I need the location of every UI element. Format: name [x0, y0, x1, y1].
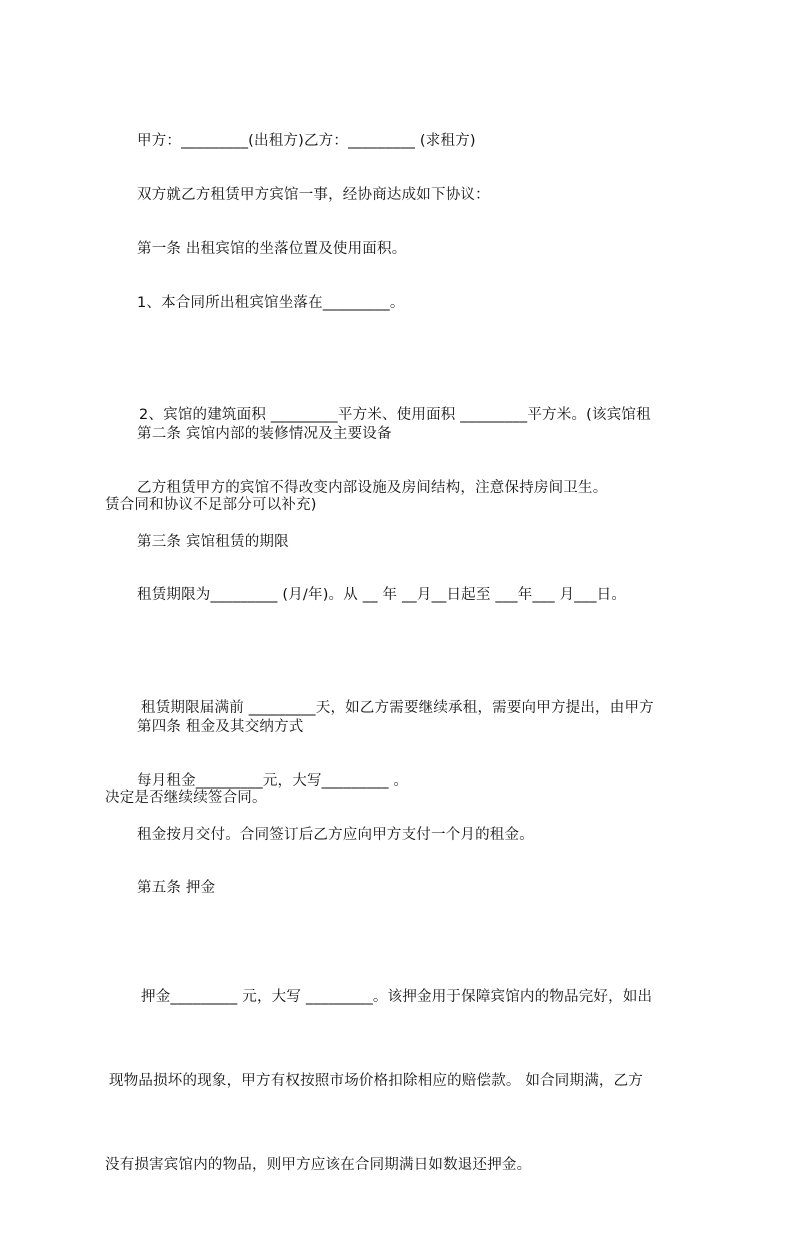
- article-3-renewal-line-2: 决定是否继续续签合同。: [105, 790, 267, 806]
- article-1-item-2-line-1: 2、宾馆的建筑面积 _________平方米、使用面积 _________平方米。(该宾馆租: [139, 407, 651, 423]
- article-5-body: [105, 927, 652, 1235]
- article-2-heading: 第二条 宾馆内部的装修情况及主要设备: [137, 426, 392, 442]
- article-4-heading: 第四条 租金及其交纳方式: [137, 719, 304, 735]
- article-1-heading: 第一条 出租宾馆的坐落位置及使用面积。: [137, 241, 407, 257]
- intro-text: 双方就乙方租赁甲方宾馆一事，经协商达成如下协议：: [137, 187, 490, 203]
- article-5-line-1: 押金_________ 元，大写 _________。该押金用于保障宾馆内的物品完好，如出: [141, 989, 653, 1005]
- article-3-heading: 第三条 宾馆租赁的期限: [137, 534, 289, 550]
- article-2-body: 乙方租赁甲方的宾馆不得改变内部设施及房间结构，注意保持房间卫生。: [137, 480, 608, 496]
- article-5-heading: 第五条 押金: [137, 880, 216, 896]
- article-5-line-2: 现物品损坏的现象，甲方有权按照市场价格扣除相应的赔偿款。 如合同期满，乙方: [109, 1073, 644, 1089]
- article-3-term: 租赁期限为_________ (月/年)。从 __ 年 __月__日起至 ___年___ 月___日。: [137, 587, 627, 603]
- parties-line: 甲方：_________(出租方)乙方：_________ (求租方): [137, 133, 476, 149]
- article-1-item-1: 1、本合同所出租宾馆坐落在_________。: [137, 295, 405, 311]
- article-5-line-3: 没有损害宾馆内的物品，则甲方应该在合同期满日如数退还押金。: [105, 1157, 532, 1173]
- article-4-payment: 租金按月交付。合同签订后乙方应向甲方支付一个月的租金。: [137, 827, 534, 843]
- article-3-renewal-line-1: 租赁期限届满前 _________天，如乙方需要继续承租，需要向甲方提出，由甲方: [141, 700, 654, 716]
- article-1-item-2-line-2: 赁合同和协议不足部分可以补充): [105, 497, 317, 513]
- article-4-monthly-rent: 每月租金_________元，大写_________ 。: [137, 773, 409, 789]
